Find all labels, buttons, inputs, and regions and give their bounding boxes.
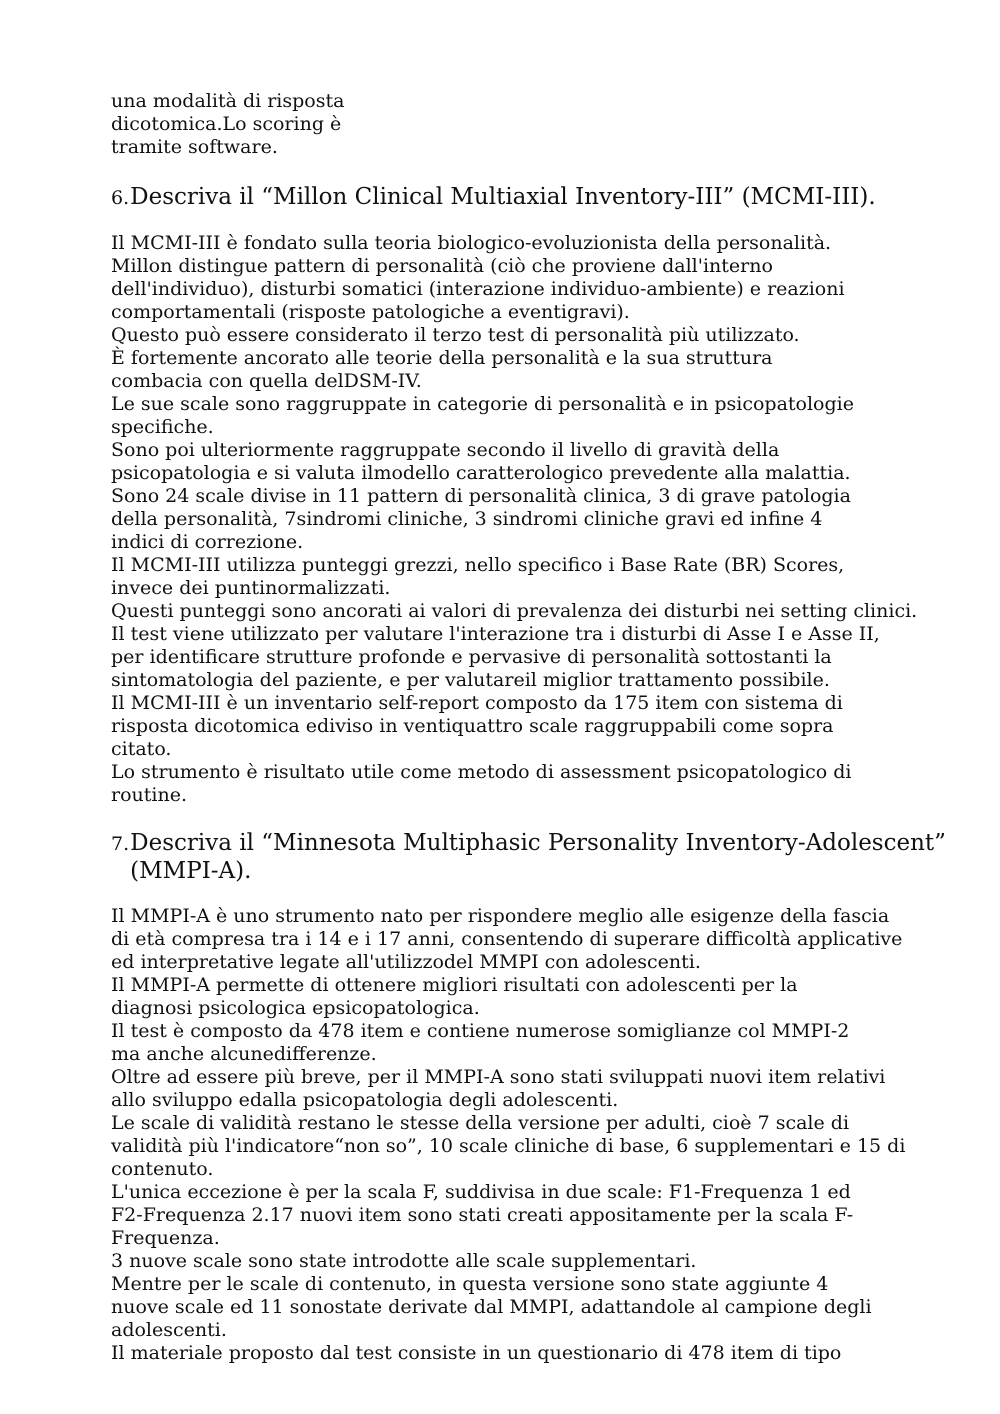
text-line: allo sviluppo edalla psicopatologia degli adolescenti. (111, 1089, 619, 1111)
text-line: indici di correzione. (111, 531, 304, 553)
text-line: della personalità, 7sindromi cliniche, 3 sindromi cliniche gravi ed infine 4 (111, 508, 823, 530)
text-line: per identificare strutture profonde e pervasive di personalità sottostanti la (111, 646, 832, 668)
text-line: comportamentali (risposte patologiche a eventigravi). (111, 301, 630, 323)
text-line: una modalità di risposta (111, 90, 345, 112)
section-title (130, 183, 876, 211)
text-line: sintomatologia del paziente, e per valutareil miglior trattamento possibile. (111, 669, 830, 691)
section-title (130, 829, 946, 885)
text-line: Questi punteggi sono ancorati ai valori di prevalenza dei disturbi nei setting clinici. (111, 600, 918, 622)
text-line: Frequenza. (111, 1227, 220, 1249)
section-body-7 (111, 905, 911, 1365)
text-line: combacia con quella delDSM-IV. (111, 370, 422, 392)
text-line: validità più l'indicatore“non so”, 10 scale cliniche di base, 6 supplementari e 15 di (111, 1135, 906, 1157)
text-line: L'unica eccezione è per la scala F, suddivisa in due scale: F1-Frequenza 1 ed (111, 1181, 851, 1203)
text-line: Le scale di validità restano le stesse della versione per adulti, cioè 7 scale di (111, 1112, 850, 1134)
text-line: È fortemente ancorato alle teorie della personalità e la sua struttura (111, 347, 773, 369)
text-line: risposta dicotomica ediviso in ventiquattro scale raggruppabili come sopra (111, 715, 834, 737)
text-line: Il materiale proposto dal test consiste in un questionario di 478 item di tipo (111, 1342, 842, 1364)
text-line: routine. (111, 784, 187, 806)
text-line: di età compresa tra i 14 e i 17 anni, consentendo di superare difficoltà applicative (111, 928, 903, 950)
text-line: Sono 24 scale divise in 11 pattern di personalità clinica, 3 di grave patologia (111, 485, 851, 507)
section-title-line: (MMPI-A). (130, 858, 252, 884)
section-title-line: Descriva il “Minnesota Multiphasic Personality Inventory-Adolescent” (130, 830, 946, 856)
text-line: F2-Frequenza 2.17 nuovi item sono stati creati appositamente per la scala F- (111, 1204, 854, 1226)
text-line: adolescenti. (111, 1319, 227, 1341)
text-line: citato. (111, 738, 172, 760)
text-line: Il test è composto da 478 item e contiene numerose somiglianze col MMPI-2 (111, 1020, 850, 1042)
text-line: ma anche alcunedifferenze. (111, 1043, 377, 1065)
text-line: invece dei puntinormalizzati. (111, 577, 391, 599)
text-line: diagnosi psicologica epsicopatologica. (111, 997, 480, 1019)
text-line: psicopatologia e si valuta ilmodello caratterologico prevedente alla malattia. (111, 462, 851, 484)
text-line: Il MMPI-A è uno strumento nato per rispondere meglio alle esigenze della fascia (111, 905, 890, 927)
text-line: Lo strumento è risultato utile come metodo di assessment psicopatologico di (111, 761, 852, 783)
text-line: contenuto. (111, 1158, 214, 1180)
text-line: Questo può essere considerato il terzo test di personalità più utilizzato. (111, 324, 800, 346)
text-line: ed interpretative legate all'utilizzodel MMPI con adolescenti. (111, 951, 701, 973)
text-line: Le sue scale sono raggruppate in categorie di personalità e in psicopatologie (111, 393, 854, 415)
text-line: Il MCMI-III è un inventario self-report composto da 175 item con sistema di (111, 692, 843, 714)
text-line: nuove scale ed 11 sonostate derivate dal MMPI, adattandole al campione degli (111, 1296, 872, 1318)
section-body-6 (111, 232, 918, 807)
text-line: Oltre ad essere più breve, per il MMPI-A sono stati sviluppati nuovi item relativi (111, 1066, 886, 1088)
section-number: 7. (111, 833, 130, 855)
document-page (111, 90, 946, 1387)
section-title-line: Descriva il “Millon Clinical Multiaxial Inventory-III” (MCMI-III). (130, 184, 876, 210)
text-line: dell'individuo), disturbi somatici (interazione individuo-ambiente) e reazioni (111, 278, 845, 300)
text-line: tramite software. (111, 136, 278, 158)
section-heading-7 (111, 829, 946, 885)
text-line: Il MCMI-III è fondato sulla teoria biologico-evoluzionista della personalità. (111, 232, 832, 254)
intro-paragraph (111, 90, 911, 159)
section-heading-6 (111, 183, 911, 212)
text-line: Il MCMI-III utilizza punteggi grezzi, nello specifico i Base Rate (BR) Scores, (111, 554, 845, 576)
text-line: Millon distingue pattern di personalità (ciò che proviene dall'interno (111, 255, 773, 277)
text-line: Il test viene utilizzato per valutare l'interazione tra i disturbi di Asse I e Asse II, (111, 623, 880, 645)
text-line: dicotomica.Lo scoring è (111, 113, 342, 135)
section-number: 6. (111, 187, 130, 209)
text-line: specifiche. (111, 416, 214, 438)
text-line: Il MMPI-A permette di ottenere migliori risultati con adolescenti per la (111, 974, 798, 996)
text-line: Sono poi ulteriormente raggruppate secondo il livello di gravità della (111, 439, 780, 461)
text-line: 3 nuove scale sono state introdotte alle scale supplementari. (111, 1250, 697, 1272)
text-line: Mentre per le scale di contenuto, in questa versione sono state aggiunte 4 (111, 1273, 829, 1295)
